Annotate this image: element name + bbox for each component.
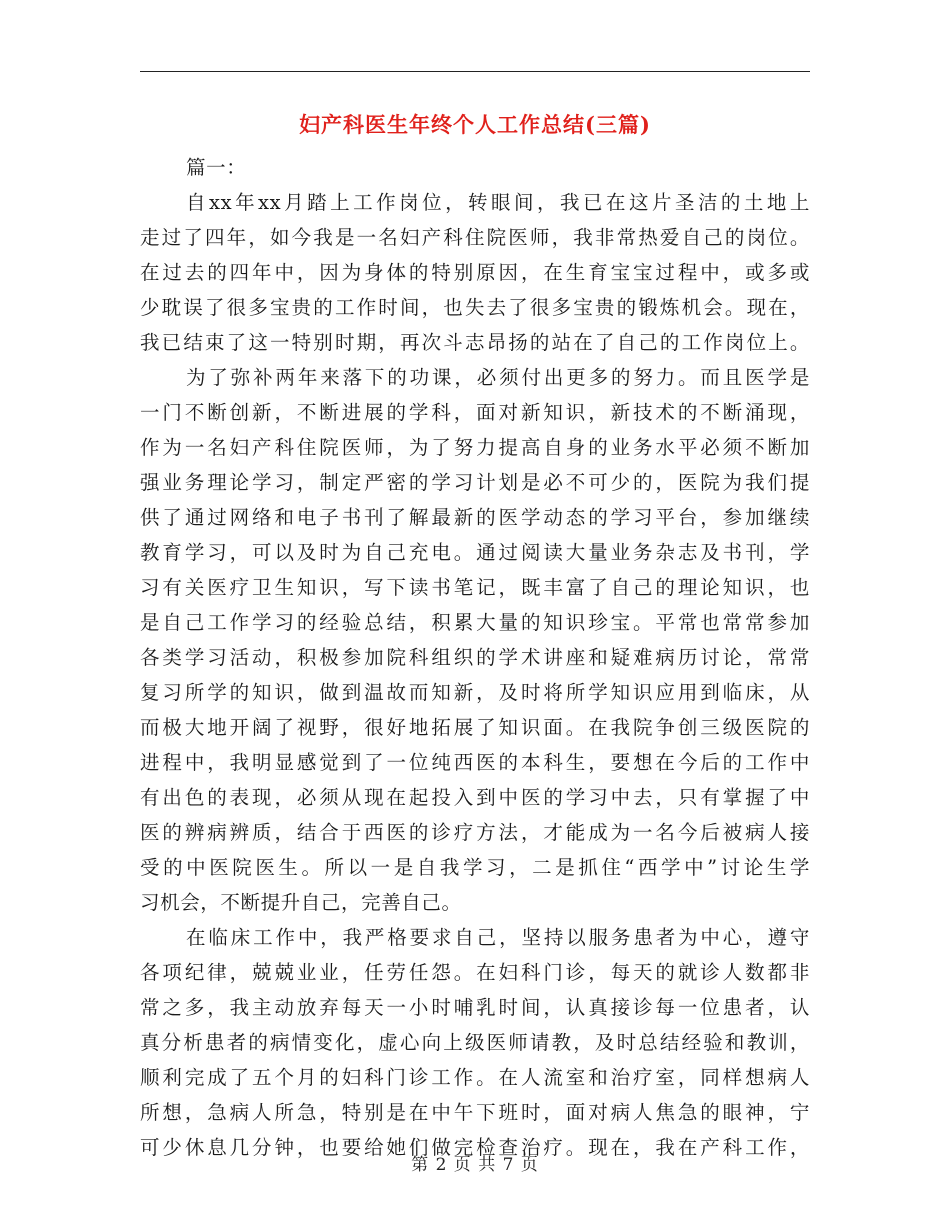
text-line: 自xx年xx月踏上工作岗位，转眼间，我已在这片圣洁的土地上 [186,191,810,214]
text-line: 受的中医院医生。所以一是自我学习，二是抓住“西学中”讨论生学 [140,856,810,879]
text-line: 常之多，我主动放弃每天一小时哺乳时间，认真接诊每一位患者，认 [140,996,810,1019]
text-line: 真分析患者的病情变化，虚心向上级医师请教，及时总结经验和教训， [140,1031,810,1054]
document-title: 妇产科医生年终个人工作总结(三篇) [299,112,651,137]
text-line: 篇一： [186,156,247,179]
text-line: 各类学习活动，积极参加院科组织的学术讲座和疑难病历讨论，常常 [140,646,810,669]
text-line: 供了通过网络和电子书刊了解最新的医学动态的学习平台，参加继续 [140,506,810,529]
text-line: 教育学习，可以及时为自己充电。通过阅读大量业务杂志及书刊，学 [140,541,810,564]
text-line: 在临床工作中，我严格要求自己，坚持以服务患者为中心，遵守 [186,926,810,949]
text-line: 在过去的四年中，因为身体的特别原因，在生育宝宝过程中，或多或 [140,261,810,284]
text-line: 强业务理论学习，制定严密的学习计划是必不可少的，医院为我们提 [140,471,810,494]
text-line: 是自己工作学习的经验总结，积累大量的知识珍宝。平常也常常参加 [140,611,810,634]
text-line: 各项纪律，兢兢业业，任劳任怨。在妇科门诊，每天的就诊人数都非 [140,961,810,984]
text-line: 走过了四年，如今我是一名妇产科住院医师，我非常热爱自己的岗位。 [140,226,810,249]
text-line: 为了弥补两年来落下的功课，必须付出更多的努力。而且医学是 [186,366,810,389]
text-line: 医的辨病辨质，结合于西医的诊疗方法，才能成为一名今后被病人接 [140,821,810,844]
document-body [140,150,810,1165]
text-line: 可少休息几分钟，也要给她们做完检查治疗。现在，我在产科工作， [140,1136,810,1159]
text-line: 进程中，我明显感觉到了一位纯西医的本科生，要想在今后的工作中 [140,751,810,774]
text-line: 有出色的表现，必须从现在起投入到中医的学习中去，只有掌握了中 [140,786,810,809]
text-line: 而极大地开阔了视野，很好地拓展了知识面。在我院争创三级医院的 [140,716,810,739]
page-footer [0,1154,950,1176]
text-line: 一门不断创新，不断进展的学科，面对新知识，新技术的不断涌现， [140,401,810,424]
text-line: 复习所学的知识，做到温故而知新，及时将所学知识应用到临床，从 [140,681,810,704]
text-line: 习有关医疗卫生知识，写下读书笔记，既丰富了自己的理论知识，也 [140,576,810,599]
text-line: 少耽误了很多宝贵的工作时间，也失去了很多宝贵的锻炼机会。现在， [140,296,810,319]
text-line: 我已结束了这一特别时期，再次斗志昂扬的站在了自己的工作岗位上。 [140,331,810,354]
page-number-label: 第 2 页 共 7 页 [411,1155,539,1175]
text-line: 习机会，不断提升自己，完善自己。 [140,891,462,914]
text-line: 所想，急病人所急，特别是在中午下班时，面对病人焦急的眼神，宁 [140,1101,810,1124]
text-line: 顺利完成了五个月的妇科门诊工作。在人流室和治疗室，同样想病人 [140,1066,810,1089]
text-line: 作为一名妇产科住院医师，为了努力提高自身的业务水平必须不断加 [140,436,810,459]
header-rule [140,71,810,72]
